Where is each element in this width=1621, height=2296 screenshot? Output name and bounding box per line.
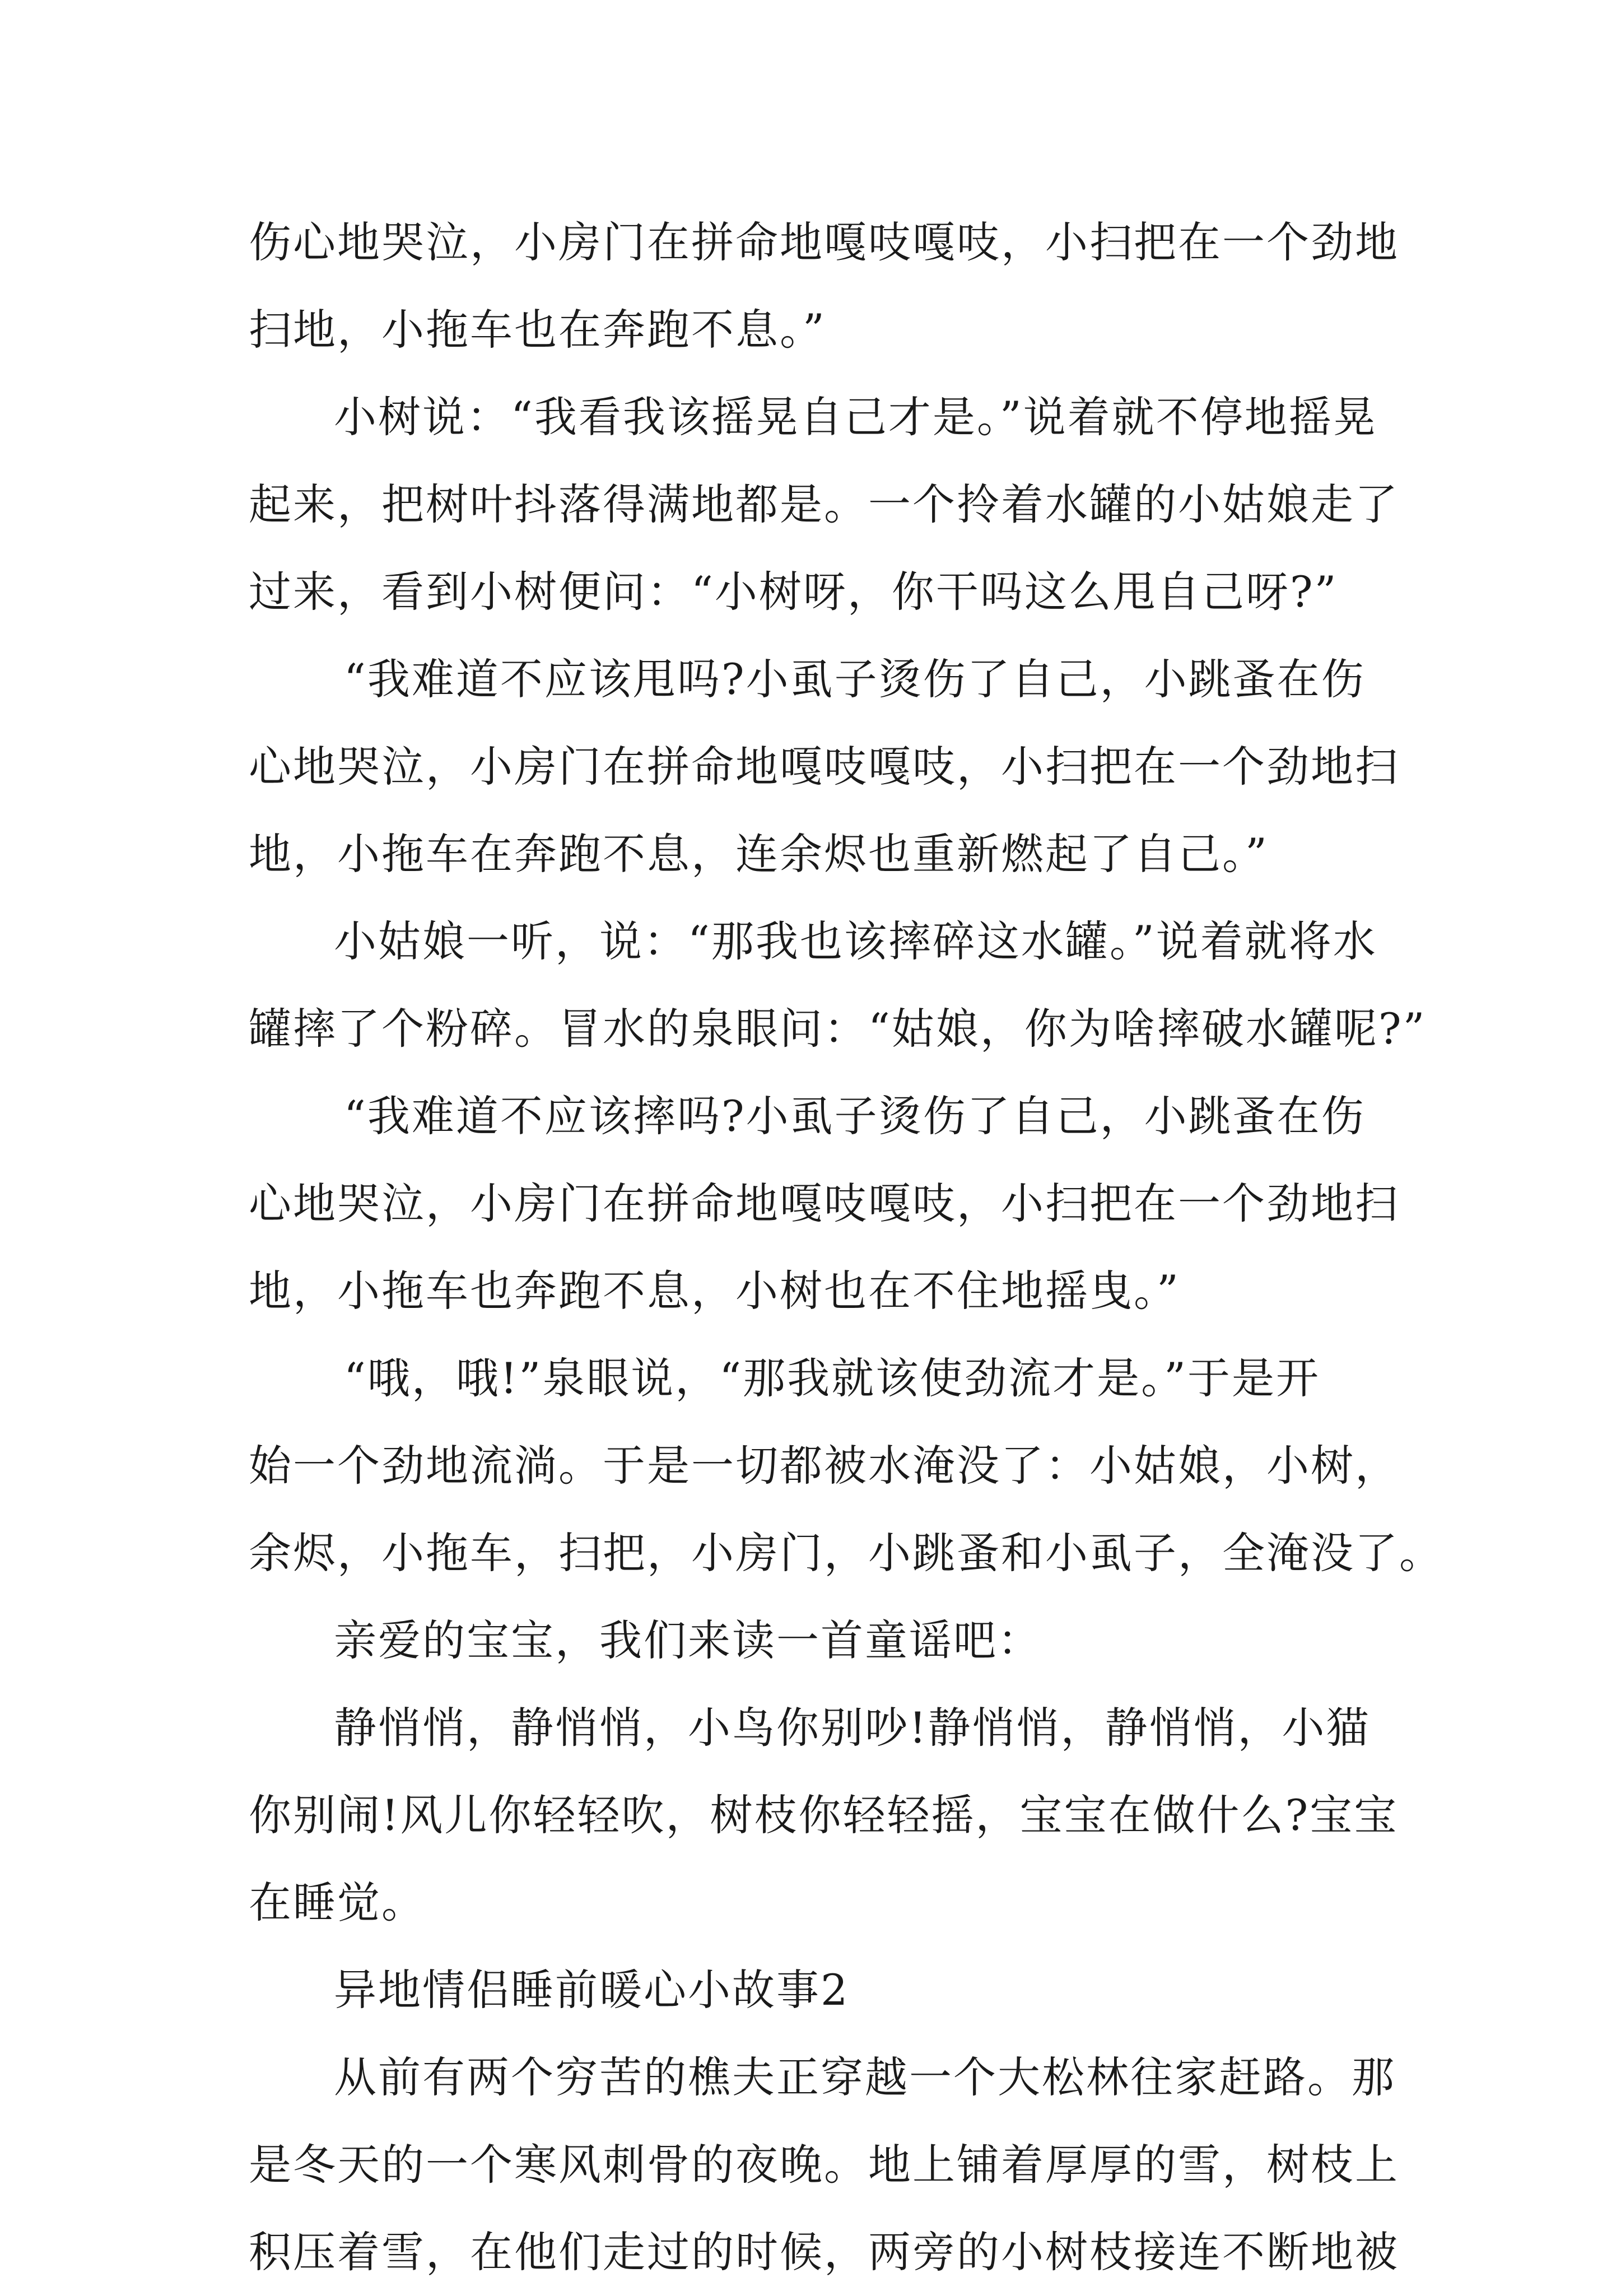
text-line: 地，小拖车在奔跑不息，连余烬也重新燃起了自己。” bbox=[249, 829, 1269, 879]
poem-line: 静悄悄，静悄悄，小鸟你别吵!静悄悄，静悄悄，小猫 bbox=[334, 1703, 1371, 1753]
paragraph-start-line: “我难道不应该甩吗?小虱子烫伤了自己，小跳蚤在伤 bbox=[344, 654, 1366, 704]
text-line: 起来，把树叶抖落得满地都是。一个拎着水罐的小姑娘走了 bbox=[249, 479, 1399, 529]
paragraph-start-line: 小姑娘一听，说：“那我也该摔碎这水罐。”说着就将水 bbox=[334, 916, 1377, 966]
text-line: 心地哭泣，小房门在拼命地嘎吱嘎吱，小扫把在一个劲地扫 bbox=[249, 1179, 1399, 1228]
text-line: 过来，看到小树便问：“小树呀，你干吗这么甩自己呀?” bbox=[249, 567, 1338, 617]
paragraph-start-line: 从前有两个穷苦的樵夫正穿越一个大松林往家赶路。那 bbox=[334, 2052, 1396, 2102]
text-line: 扫地，小拖车也在奔跑不息。” bbox=[249, 305, 826, 355]
text-line: 罐摔了个粉碎。冒水的泉眼问：“姑娘，你为啥摔破水罐呢?” bbox=[249, 1004, 1427, 1054]
text-line: 是冬天的一个寒风刺骨的夜晚。地上铺着厚厚的雪，树枝上 bbox=[249, 2140, 1399, 2190]
paragraph-start-line: 小树说：“我看我该摇晃自己才是。”说着就不停地摇晃 bbox=[334, 392, 1377, 442]
paragraph-start-line: “哦，哦!”泉眼说，“那我就该使劲流才是。”于是开 bbox=[344, 1353, 1320, 1403]
text-line: 心地哭泣，小房门在拼命地嘎吱嘎吱，小扫把在一个劲地扫 bbox=[249, 742, 1399, 791]
section-heading: 异地情侣睡前暖心小故事2 bbox=[334, 1965, 850, 2015]
text-line: 伤心地哭泣，小房门在拼命地嘎吱嘎吱，小扫把在一个劲地 bbox=[249, 217, 1399, 267]
paragraph-start-line: 亲爱的宝宝，我们来读一首童谣吧： bbox=[334, 1615, 1042, 1665]
poem-line: 在睡觉。 bbox=[249, 1878, 426, 1927]
body-text bbox=[249, 199, 1443, 2296]
text-line: 始一个劲地流淌。于是一切都被水淹没了：小姑娘，小树， bbox=[249, 1441, 1399, 1491]
text-line: 积压着雪，在他们走过的时候，两旁的小树枝接连不断地被 bbox=[249, 2227, 1399, 2277]
text-line: 余烬，小拖车，扫把，小房门，小跳蚤和小虱子，全淹没了。 bbox=[249, 1528, 1443, 1578]
poem-line: 你别闹!风儿你轻轻吹，树枝你轻轻摇，宝宝在做什么?宝宝 bbox=[249, 1790, 1399, 1840]
paragraph-start-line: “我难道不应该摔吗?小虱子烫伤了自己，小跳蚤在伤 bbox=[344, 1091, 1366, 1141]
text-line: 地，小拖车也奔跑不息，小树也在不住地摇曳。” bbox=[249, 1266, 1180, 1316]
